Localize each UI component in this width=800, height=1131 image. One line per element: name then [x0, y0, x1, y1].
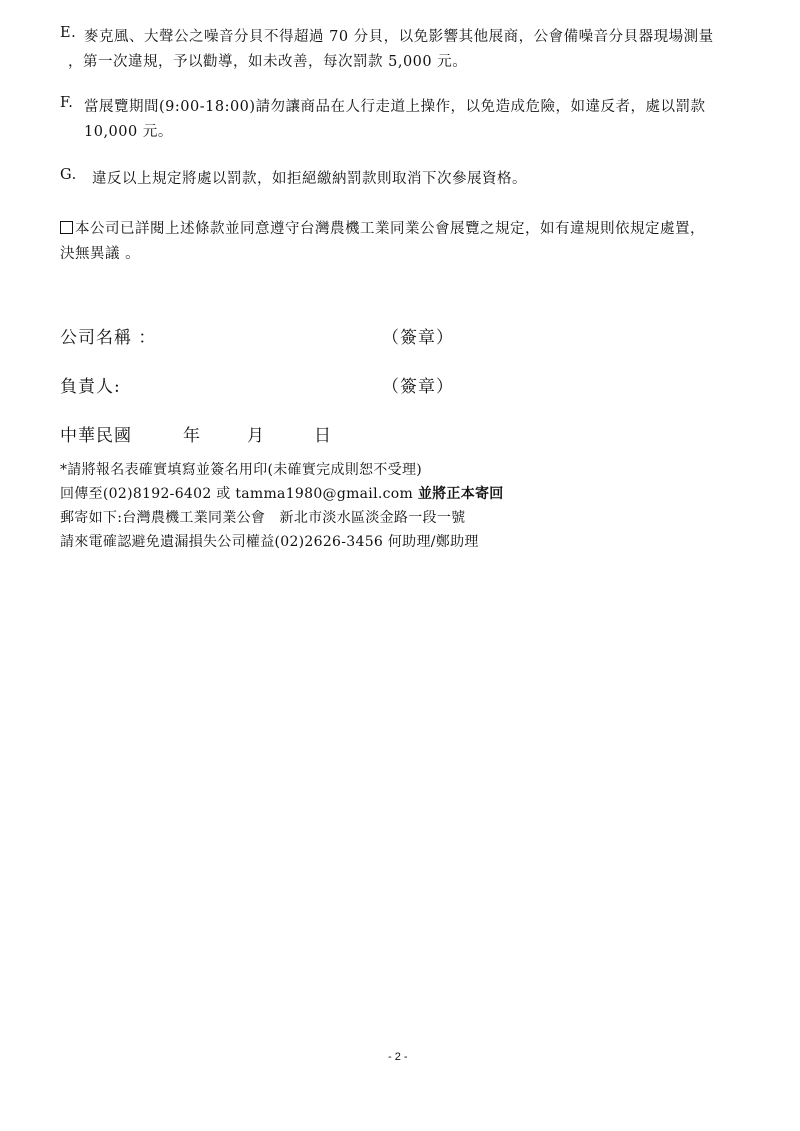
owner-seal-label: （簽章）	[382, 377, 454, 397]
rule-g-letter: G.	[60, 167, 77, 183]
agreement-line1: 本公司已詳閱上述條款並同意遵守台灣農機工業同業公會展覽之規定，如有違規則依規定處置，	[75, 221, 705, 237]
note-line3: 郵寄如下:台灣農機工業同業公會 新北市淡水區淡金路一段一號	[60, 510, 466, 526]
date-month-label: 月	[247, 426, 265, 446]
date-year-label: 年	[183, 426, 201, 446]
note-line2-contact: 回傳至(02)8192-6402 或 tamma1980@gmail.com	[60, 486, 418, 502]
rule-e-letter: E.	[60, 25, 77, 41]
note-line1: *請將報名表確實填寫並簽名用印(未確實完成則恕不受理)	[60, 462, 423, 478]
note-line4: 請來電確認避免遺漏損失公司權益(02)2626-3456 何助理/鄭助理	[60, 534, 479, 550]
rule-f-line2: 10,000 元。	[84, 124, 173, 140]
date-day-label: 日	[314, 426, 332, 446]
rule-e-line2: ，第一次違規，予以勸導，如未改善，每次罰款 5,000 元。	[68, 54, 468, 70]
agreement-line2: 決無異議 。	[60, 246, 141, 262]
rule-e-line1: 麥克風、大聲公之噪音分貝不得超過 70 分貝，以免影響其他展商，公會備噪音分貝器現場測量	[84, 29, 714, 45]
note-line2	[60, 483, 504, 503]
agreement-checkbox[interactable]	[60, 221, 73, 234]
date-prefix: 中華民國	[60, 426, 132, 446]
rule-g-line1: 違反以上規定將處以罰款，如拒絕繳納罰款則取消下次參展資格。	[92, 171, 527, 187]
company-seal-label: （簽章）	[382, 328, 454, 348]
page-number: - 2 -	[388, 1051, 408, 1063]
agreement-line1-wrap	[60, 217, 705, 238]
owner-label: 負責人:	[60, 377, 121, 397]
note-line2-emphasis: 並將正本寄回	[417, 486, 504, 502]
rule-f-line1: 當展覽期間(9:00-18:00)請勿讓商品在人行走道上操作，以免造成危險，如違反者，處以罰款	[84, 99, 706, 115]
company-name-label: 公司名稱 ：	[60, 328, 157, 348]
rule-f-letter: F.	[60, 95, 74, 111]
